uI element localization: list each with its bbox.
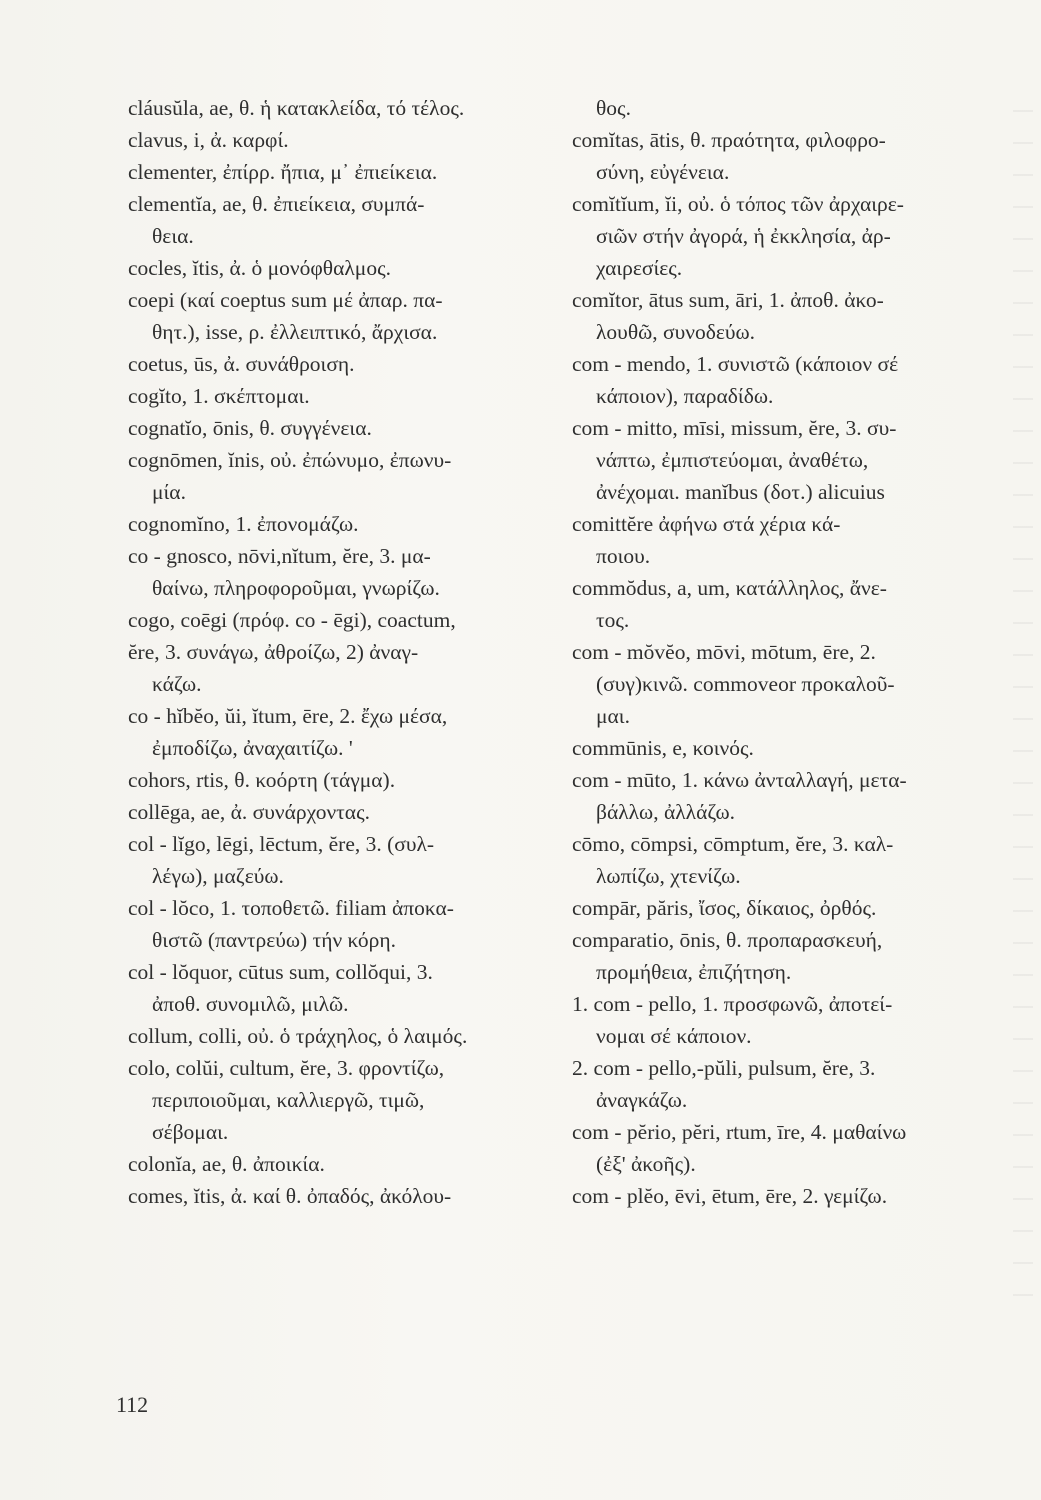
entry-line: colo, colŭi, cultum, ĕre, 3. φροντίζω,: [128, 1056, 445, 1080]
entry-line: cōmo, cōmpsi, cōmptum, ĕre, 3. καλ-: [572, 832, 894, 856]
entry-line: colonĭa, ae, θ. ἀποικία.: [128, 1152, 325, 1176]
entry-line: μία.: [152, 480, 186, 504]
entry-line: νάπτω, ἐμπιστεύομαι, ἀναθέτω,: [596, 448, 869, 472]
entry-line: περιποιοῦμαι, καλλιεργῶ, τιμῶ,: [152, 1088, 425, 1112]
entry-line: θιστῶ (παντρεύω) τήν κόρη.: [152, 928, 397, 952]
entry-line: cognatĭo, ōnis, θ. συγγένεια.: [128, 416, 372, 440]
entry-line: (ἐξ' ἀκοῆς).: [596, 1152, 696, 1176]
entry-line: co - hĭbĕo, ŭi, ĭtum, ēre, 2. ἔχω μέσα,: [128, 704, 448, 728]
entry-line: clementĭa, ae, θ. ἐπιείκεια, συμπά-: [128, 192, 425, 216]
entry-line: cogo, coēgi (πρόφ. co - ēgi), coactum,: [128, 608, 456, 632]
entry-line: ἀνέχομαι. manĭbus (δοτ.) alicuius: [596, 480, 885, 504]
entry-line: λουθῶ, συνοδεύω.: [596, 320, 756, 344]
entry-line: σύνη, εὐγένεια.: [596, 160, 730, 184]
entry-line: 2. com - pello,-pŭli, pulsum, ĕre, 3.: [572, 1056, 876, 1080]
entry-line: cocles, ĭtis, ἀ. ὁ μονόφθαλμος.: [128, 256, 391, 280]
entry-line: σέβομαι.: [152, 1120, 229, 1144]
entry-line: cognomĭno, 1. ἐπονομάζω.: [128, 512, 359, 536]
entry-line: comĭtas, ātis, θ. πραότητα, φιλοφρο-: [572, 128, 886, 152]
entry-line: com - plĕo, ēvi, ētum, ēre, 2. γεμίζω.: [572, 1184, 888, 1208]
entry-line: comparatio, ōnis, θ. προπαρασκευή,: [572, 928, 883, 952]
entry-line: com - mŏvĕo, mōvi, mōtum, ēre, 2.: [572, 640, 876, 664]
entry-line: coepi (καί coeptus sum μέ ἀπαρ. πα-: [128, 288, 443, 312]
entry-line: cláusŭla, ae, θ. ἡ κατακλείδα, τό τέλος.: [128, 96, 465, 120]
entry-line: χαιρεσίες.: [596, 256, 683, 280]
entry-line: cognōmen, ĭnis, οὐ. ἐπώνυμο, ἐπωνυ-: [128, 448, 452, 472]
entry-line: col - lŏquor, cūtus sum, collŏqui, 3.: [128, 960, 433, 984]
entry-line: col - lŏco, 1. τοποθετῶ. filiam ἀποκα-: [128, 896, 454, 920]
entry-line: cohors, rtis, θ. κοόρτη (τάγμα).: [128, 768, 396, 792]
entry-line: com - mūto, 1. κάνω ἀνταλλαγή, μετα-: [572, 768, 907, 792]
entry-line: βάλλω, ἀλλάζω.: [596, 800, 735, 824]
right-column: [572, 92, 1022, 1212]
entry-line: ĕre, 3. συνάγω, ἀθροίζω, 2) ἀναγ-: [128, 640, 419, 664]
entry-line: com - pĕrio, pĕri, rtum, īre, 4. μαθαίνω: [572, 1120, 907, 1144]
entry-line: (συγ)κινῶ. commoveor προκαλοῦ-: [596, 672, 895, 696]
entry-line: λέγω), μαζεύω.: [152, 864, 284, 888]
entry-line: 1. com - pello, 1. προσφωνῶ, ἀποτεί-: [572, 992, 893, 1016]
entry-line: comĭtĭum, ĭi, οὐ. ὁ τόπος τῶν ἀρχαιρε-: [572, 192, 904, 216]
entry-line: com - mendo, 1. συνιστῶ (κάποιον σέ: [572, 352, 899, 376]
entry-line: co - gnosco, nōvi,nĭtum, ĕre, 3. μα-: [128, 544, 431, 568]
entry-line: clavus, i, ἀ. καρφί.: [128, 128, 289, 152]
entry-line: ἀποθ. συνομιλῶ, μιλῶ.: [152, 992, 349, 1016]
entry-line: τος.: [596, 608, 630, 632]
entry-line: comĭtor, ātus sum, āri, 1. ἀποθ. ἀκο-: [572, 288, 884, 312]
entry-line: comes, ĭtis, ἀ. καί θ. ὀπαδός, ἀκόλου-: [128, 1184, 452, 1208]
entry-line: θεια.: [152, 224, 194, 248]
page-number: 112: [116, 1392, 149, 1417]
entry-line: κάποιον), παραδίδω.: [596, 384, 774, 408]
entry-line: coetus, ūs, ἀ. συνάθροιση.: [128, 352, 355, 376]
entry-line: σιῶν στήν ἀγορά, ἡ ἐκκλησία, ἀρ-: [596, 224, 891, 248]
entry-line: προμήθεια, ἐπιζήτηση.: [596, 960, 792, 984]
entry-line: θος.: [596, 96, 631, 120]
entry-line: commŏdus, a, um, κατάλληλος, ἄνε-: [572, 576, 887, 600]
entry-line: commūnis, e, κοινός.: [572, 736, 754, 760]
entry-line: collum, colli, οὐ. ὁ τράχηλος, ὁ λαιμός.: [128, 1024, 468, 1048]
entry-line: μαι.: [596, 704, 630, 728]
left-column: [128, 92, 568, 1212]
entry-line: θαίνω, πληροφοροῦμαι, γνωρίζω.: [152, 576, 440, 600]
entry-line: clementer, ἐπίρρ. ἤπια, μ᾽ ἐπιείκεια.: [128, 160, 438, 184]
entry-line: νομαι σέ κάποιον.: [596, 1024, 752, 1048]
entry-line: λωπίζω, χτενίζω.: [596, 864, 741, 888]
entry-line: compār, păris, ἴσος, δίκαιος, ὀρθός.: [572, 896, 877, 920]
entry-line: κάζω.: [152, 672, 202, 696]
entry-line: θητ.), isse, ρ. ἐλλειπτικό, ἄρχισα.: [152, 320, 438, 344]
entry-line: cogĭto, 1. σκέπτομαι.: [128, 384, 310, 408]
entry-line: ποιου.: [596, 544, 651, 568]
entry-line: comittĕre ἀφήνω στά χέρια κά-: [572, 512, 841, 536]
entry-line: col - lĭgo, lēgi, lēctum, ĕre, 3. (συλ-: [128, 832, 435, 856]
entry-line: ἐμποδίζω, ἀναχαιτίζω. ': [152, 736, 353, 760]
entry-line: com - mitto, mīsi, missum, ĕre, 3. συ-: [572, 416, 897, 440]
entry-line: ἀναγκάζω.: [596, 1088, 688, 1112]
entry-line: collēga, ae, ἀ. συνάρχοντας.: [128, 800, 370, 824]
